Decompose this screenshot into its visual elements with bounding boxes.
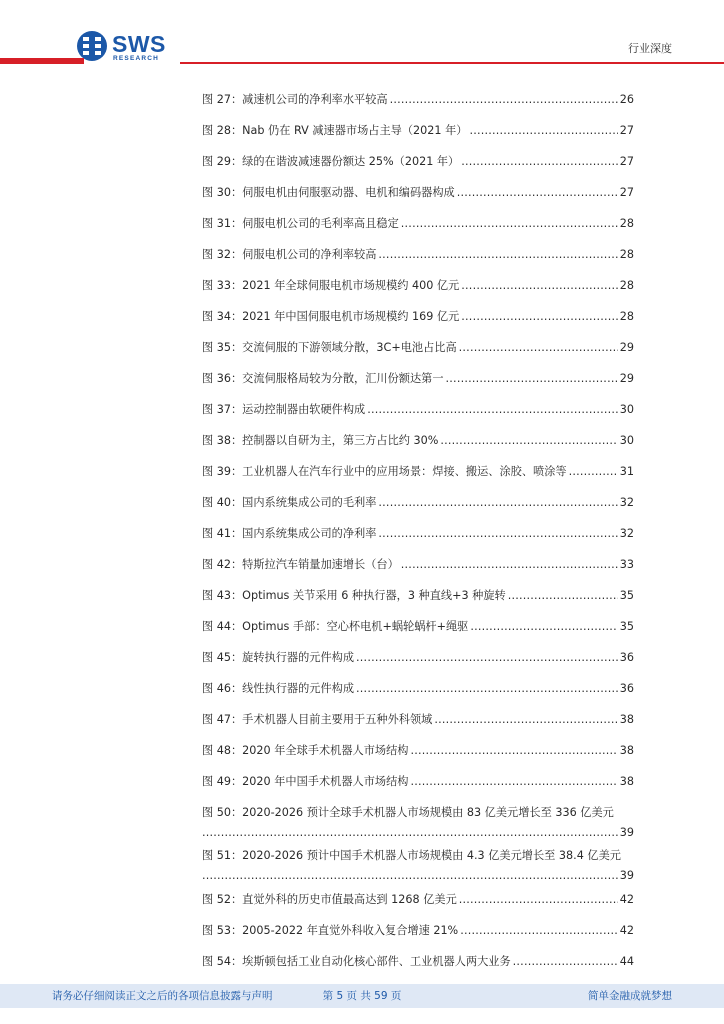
toc-dot-leader <box>459 890 618 910</box>
toc-entry-line <box>202 90 634 110</box>
toc-entry-title: 图 40：国内系统集成公司的毛利率 <box>202 495 377 509</box>
toc-entry-title: 图 43：Optimus 关节采用 6 种执行器，3 种直线+3 种旋转 <box>202 588 506 602</box>
toc-entry[interactable] <box>202 648 634 675</box>
toc-dot-leader <box>508 586 618 606</box>
figure-list <box>202 90 634 983</box>
toc-entry-leader-line <box>202 866 634 886</box>
toc-entry[interactable] <box>202 617 634 644</box>
toc-entry-line <box>202 431 634 451</box>
toc-dot-leader <box>378 524 617 544</box>
toc-entry-title: 图 38：控制器以自研为主，第三方占比约 30% <box>202 433 439 447</box>
toc-entry-page: 30 <box>619 433 634 447</box>
toc-entry-line <box>202 524 634 544</box>
toc-entry-title: 图 50：2020-2026 预计全球手术机器人市场规模由 83 亿美元增长至 336 亿美元 <box>202 805 614 819</box>
toc-entry-page: 35 <box>619 619 634 633</box>
toc-entry-title: 图 54：埃斯顿包括工业自动化核心部件、工业机器人两大业务 <box>202 954 511 968</box>
toc-entry-title: 图 52：直觉外科的历史市值最高达到 1268 亿美元 <box>202 893 457 907</box>
toc-entry[interactable] <box>202 276 634 303</box>
toc-entry-page: 28 <box>619 216 634 230</box>
toc-entry[interactable] <box>202 710 634 737</box>
toc-entry-title: 图 31：伺服电机公司的毛利率高且稳定 <box>202 216 399 230</box>
toc-entry-page: 31 <box>619 464 634 478</box>
header-rule-thick <box>0 58 84 64</box>
toc-entry-title: 图 42：特斯拉汽车销量加速增长（台） <box>202 557 399 571</box>
toc-entry-title: 图 48：2020 年全球手术机器人市场结构 <box>202 743 409 757</box>
toc-entry-title: 图 44：Optimus 手部：空心杯电机+蜗轮蜗杆+绳驱 <box>202 619 469 633</box>
toc-entry[interactable] <box>202 431 634 458</box>
toc-entry-line <box>202 276 634 296</box>
toc-entry-line <box>202 183 634 203</box>
toc-entry[interactable] <box>202 952 634 979</box>
toc-entry-page: 38 <box>619 774 634 788</box>
toc-entry-line <box>202 952 634 972</box>
toc-entry-page: 36 <box>619 681 634 695</box>
toc-entry-page: 38 <box>619 743 634 757</box>
toc-entry-line <box>202 921 634 941</box>
toc-entry[interactable] <box>202 555 634 582</box>
toc-entry-page: 33 <box>619 557 634 571</box>
toc-entry-line <box>202 679 634 699</box>
toc-dot-leader <box>569 462 618 482</box>
toc-entry-page: 28 <box>619 278 634 292</box>
footer-page-info: 第 5 页 共 59 页 <box>322 990 402 1002</box>
toc-entry-leader-line <box>202 823 634 843</box>
toc-entry[interactable] <box>202 586 634 613</box>
toc-entry[interactable] <box>202 400 634 427</box>
toc-entry-title: 图 34：2021 年中国伺服电机市场规模约 169 亿元 <box>202 309 460 323</box>
toc-entry-page: 32 <box>619 495 634 509</box>
toc-entry-line <box>202 307 634 327</box>
toc-dot-leader <box>434 710 617 730</box>
toc-entry[interactable] <box>202 338 634 365</box>
toc-entry-page: 27 <box>619 123 634 137</box>
toc-entry-page: 42 <box>619 924 634 937</box>
page-header <box>0 0 724 72</box>
sws-logo <box>76 30 176 66</box>
brand-name: SWS <box>112 31 166 57</box>
toc-entry-page: 28 <box>619 309 634 323</box>
toc-entry-line <box>202 214 634 234</box>
toc-entry-page: 28 <box>619 247 634 261</box>
toc-entry[interactable] <box>202 846 634 886</box>
toc-entry-page: 36 <box>619 650 634 664</box>
toc-dot-leader <box>356 648 618 668</box>
toc-dot-leader <box>440 431 617 451</box>
toc-entry-page: 29 <box>619 340 634 354</box>
toc-dot-leader <box>457 183 618 203</box>
header-rule-thin <box>180 62 724 64</box>
toc-entry[interactable] <box>202 369 634 396</box>
toc-entry[interactable] <box>202 679 634 706</box>
toc-dot-leader <box>461 307 617 327</box>
toc-entry-line <box>202 152 634 172</box>
toc-entry-line <box>202 121 634 141</box>
toc-dot-leader <box>446 369 618 389</box>
toc-dot-leader <box>202 823 618 843</box>
toc-entry-line <box>202 338 634 358</box>
toc-dot-leader <box>401 214 618 234</box>
toc-entry-title: 图 27：减速机公司的净利率水平较高 <box>202 93 388 106</box>
toc-entry-page: 27 <box>619 154 634 168</box>
toc-entry-title: 图 49：2020 年中国手术机器人市场结构 <box>202 774 409 788</box>
toc-entry-title: 图 35：交流伺服的下游领域分散，3C+电池占比高 <box>202 340 457 354</box>
toc-entry-line <box>202 890 634 910</box>
toc-dot-leader <box>410 772 617 792</box>
page-footer <box>0 984 724 1024</box>
toc-entry-line <box>202 586 634 606</box>
toc-entry[interactable] <box>202 803 634 843</box>
toc-entry-line <box>202 648 634 668</box>
toc-entry-title: 图 41：国内系统集成公司的净利率 <box>202 526 377 540</box>
toc-entry-title: 图 30：伺服电机由伺服驱动器、电机和编码器构成 <box>202 185 455 199</box>
toc-entry-page: 35 <box>619 588 634 602</box>
toc-dot-leader <box>460 921 618 941</box>
toc-dot-leader <box>356 679 618 699</box>
toc-entry[interactable] <box>202 121 634 148</box>
toc-dot-leader <box>469 121 617 141</box>
toc-dot-leader <box>378 493 617 513</box>
toc-entry-page: 44 <box>619 954 634 968</box>
toc-dot-leader <box>461 276 617 296</box>
toc-entry-line <box>202 493 634 513</box>
footer-slogan: 简单金融成就梦想 <box>588 990 672 1002</box>
toc-entry[interactable] <box>202 890 634 917</box>
toc-entry-line <box>202 772 634 792</box>
toc-entry-page: 26 <box>619 93 634 106</box>
toc-dot-leader <box>367 400 618 420</box>
toc-entry-title: 图 45：旋转执行器的元件构成 <box>202 650 355 664</box>
toc-dot-leader <box>459 338 618 358</box>
footer-disclaimer: 请务必仔细阅读正文之后的各项信息披露与声明 <box>52 990 273 1002</box>
toc-dot-leader <box>470 617 617 637</box>
toc-dot-leader <box>461 152 618 172</box>
toc-entry-page: 39 <box>619 825 634 839</box>
toc-entry-line <box>202 245 634 265</box>
toc-entry[interactable] <box>202 152 634 179</box>
toc-entry-page: 38 <box>619 712 634 726</box>
toc-entry-title: 图 47：手术机器人目前主要用于五种外科领域 <box>202 712 433 726</box>
toc-entry[interactable] <box>202 245 634 272</box>
toc-entry[interactable] <box>202 741 634 768</box>
toc-entry-title: 图 36：交流伺服格局较为分散，汇川份额达第一 <box>202 371 444 385</box>
toc-dot-leader <box>390 90 618 110</box>
toc-entry-title: 图 32：伺服电机公司的净利率较高 <box>202 247 377 261</box>
toc-entry-title: 图 37：运动控制器由软硬件构成 <box>202 402 366 416</box>
toc-entry-page: 30 <box>619 402 634 416</box>
toc-dot-leader <box>401 555 618 575</box>
toc-entry-title: 图 33：2021 年全球伺服电机市场规模约 400 亿元 <box>202 278 460 292</box>
toc-entry-title: 图 46：线性执行器的元件构成 <box>202 681 355 695</box>
toc-entry-page: 29 <box>619 371 634 385</box>
toc-entry-page: 42 <box>619 893 634 907</box>
toc-entry[interactable] <box>202 921 634 948</box>
toc-entry-title: 图 39：工业机器人在汽车行业中的应用场景：焊接、搬运、涂胶、喷涂等 <box>202 464 567 478</box>
toc-entry-line <box>202 369 634 389</box>
toc-entry-title: 图 51：2020-2026 预计中国手术机器人市场规模由 4.3 亿美元增长至 38.4 亿美元 <box>202 849 621 863</box>
toc-entry-title: 图 29：绿的在谐波减速器份额达 25%（2021 年） <box>202 154 460 168</box>
toc-entry-line <box>202 617 634 637</box>
toc-entry[interactable] <box>202 214 634 241</box>
toc-entry[interactable] <box>202 493 634 520</box>
toc-entry[interactable] <box>202 524 634 551</box>
toc-entry-line <box>202 741 634 761</box>
toc-dot-leader <box>202 866 618 886</box>
brand-subtitle: RESEARCH <box>113 55 160 62</box>
toc-entry-page: 27 <box>619 185 634 199</box>
toc-entry[interactable] <box>202 307 634 334</box>
toc-entry-line <box>202 710 634 730</box>
toc-entry[interactable] <box>202 90 634 117</box>
toc-dot-leader <box>378 245 617 265</box>
toc-entry-line <box>202 462 634 482</box>
toc-dot-leader <box>410 741 617 761</box>
report-type-label: 行业深度 <box>628 42 672 55</box>
toc-entry-page: 32 <box>619 526 634 540</box>
toc-dot-leader <box>513 952 618 972</box>
toc-entry[interactable] <box>202 183 634 210</box>
toc-entry-line <box>202 555 634 575</box>
toc-entry-title: 图 53：2005-2022 年直觉外科收入复合增速 21% <box>202 924 459 937</box>
toc-entry-line <box>202 400 634 420</box>
toc-entry[interactable] <box>202 772 634 799</box>
toc-entry-title: 图 28：Nab 仍在 RV 减速器市场占主导（2021 年） <box>202 123 468 137</box>
toc-entry-page: 39 <box>619 869 634 883</box>
toc-entry[interactable] <box>202 462 634 489</box>
